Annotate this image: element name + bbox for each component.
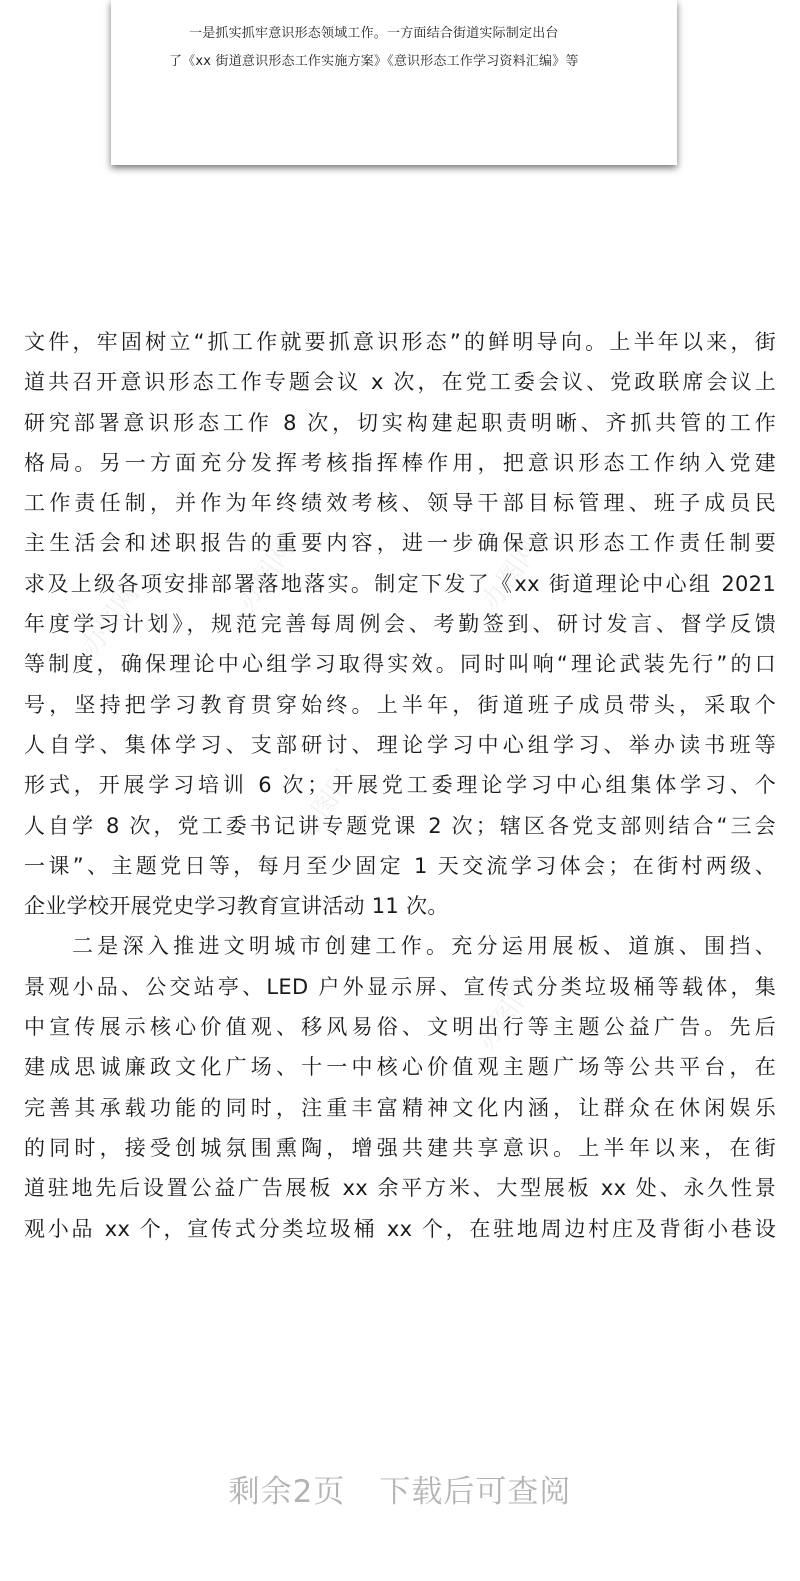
body-line: 道驻地先后设置公益广告展板 xx 余平方米、大型展板 xx 处、永久性景 (24, 1176, 776, 1201)
body-line: 景观小品、公交站亭、LED 户外显示屏、宣传式分类垃圾桶等载体，集 (24, 974, 776, 999)
body-line: 格局。另一方面充分发挥考核指挥棒作用，把意识形态工作纳入党建 (24, 450, 776, 475)
preview-line-2: 了《xx 街道意识形态工作实施方案》《意识形态工作学习资料汇编》等 (169, 54, 579, 69)
body-line: 年度学习计划》，规范完善每周例会、考勤签到、研讨发言、督学反馈 (24, 612, 776, 637)
body-line: 形式，开展学习培训 6 次；开展党工委理论学习中心组集体学习、个 (24, 773, 776, 798)
body-line: 等制度，确保理论中心组学习取得实效。同时叫响“理论武装先行”的口 (24, 652, 776, 677)
download-to-view-label: 下载后可查阅 (379, 1474, 572, 1510)
watermark-5: 办图网 (471, 974, 541, 1056)
body-line: 道共召开意识形态工作专题会议 x 次，在党工委会议、党政联席会议上 (24, 370, 776, 395)
document-body (24, 322, 776, 1249)
preview-line-1: 一是抓实抓牢意识形态领域工作。一方面结合街道实际制定出台 (189, 26, 559, 41)
body-line: 人自学、集体学习、支部研讨、理论学习中心组学习、举办读书班等 (24, 732, 776, 757)
body-line: 求及上级各项安排部署落地落实。制定下发了《xx 街道理论中心组 2021 (24, 571, 776, 596)
body-line: 建成思诚廉政文化广场、十一中核心价值观主题广场等公共平台，在 (24, 1055, 776, 1080)
body-line: 工作责任制，并作为年终绩效考核、领导干部目标管理、班子成员民 (24, 491, 776, 516)
body-line: 号，坚持把学习教育贯穿始终。上半年，街道班子成员带头，采取个 (24, 692, 776, 717)
body-line: 人自学 8 次，党工委书记讲专题党课 2 次；辖区各党支部则结合“三会 (24, 813, 776, 838)
remaining-pages-notice[interactable] (0, 1466, 800, 1511)
body-line: 企业学校开展党史学习教育宣讲活动 11 次。 (24, 894, 449, 919)
watermark-3: 办图网 (476, 534, 546, 616)
body-line: 观小品 xx 个，宣传式分类垃圾桶 xx 个，在驻地周边村庄及背街小巷设 (24, 1216, 776, 1241)
body-line: 研究部署意识形态工作 8 次，切实构建起职责明晰、齐抓共管的工作 (24, 410, 776, 435)
watermark-4: 办图网 (291, 764, 361, 846)
body-line: 主生活会和述职报告的重要内容，进一步确保意识形态工作责任制要 (24, 531, 776, 556)
body-line: 中宣传展示核心价值观、移风易俗、文明出行等主题公益广告。先后 (24, 1015, 776, 1040)
body-line: 二是深入推进文明城市创建工作。充分运用展板、道旗、围挡、 (72, 934, 776, 959)
body-line: 完善其承载功能的同时，注重丰富精神文化内涵，让群众在休闲娱乐 (24, 1095, 776, 1120)
body-line: 的同时，接受创城氛围熏陶，增强共建共享意识。上半年以来，在街 (24, 1135, 776, 1160)
watermark-2: 办图网 (231, 534, 301, 616)
watermark-1: 办图网 (76, 579, 146, 661)
body-line: 一课”、主题党日等，每月至少固定 1 天交流学习体会；在街村两级、 (24, 853, 776, 878)
remaining-pages-label: 剩余2页 (228, 1474, 346, 1510)
body-line: 文件，牢固树立“抓工作就要抓意识形态”的鲜明导向。上半年以来，街 (24, 330, 776, 354)
document-preview-card (111, 0, 677, 165)
